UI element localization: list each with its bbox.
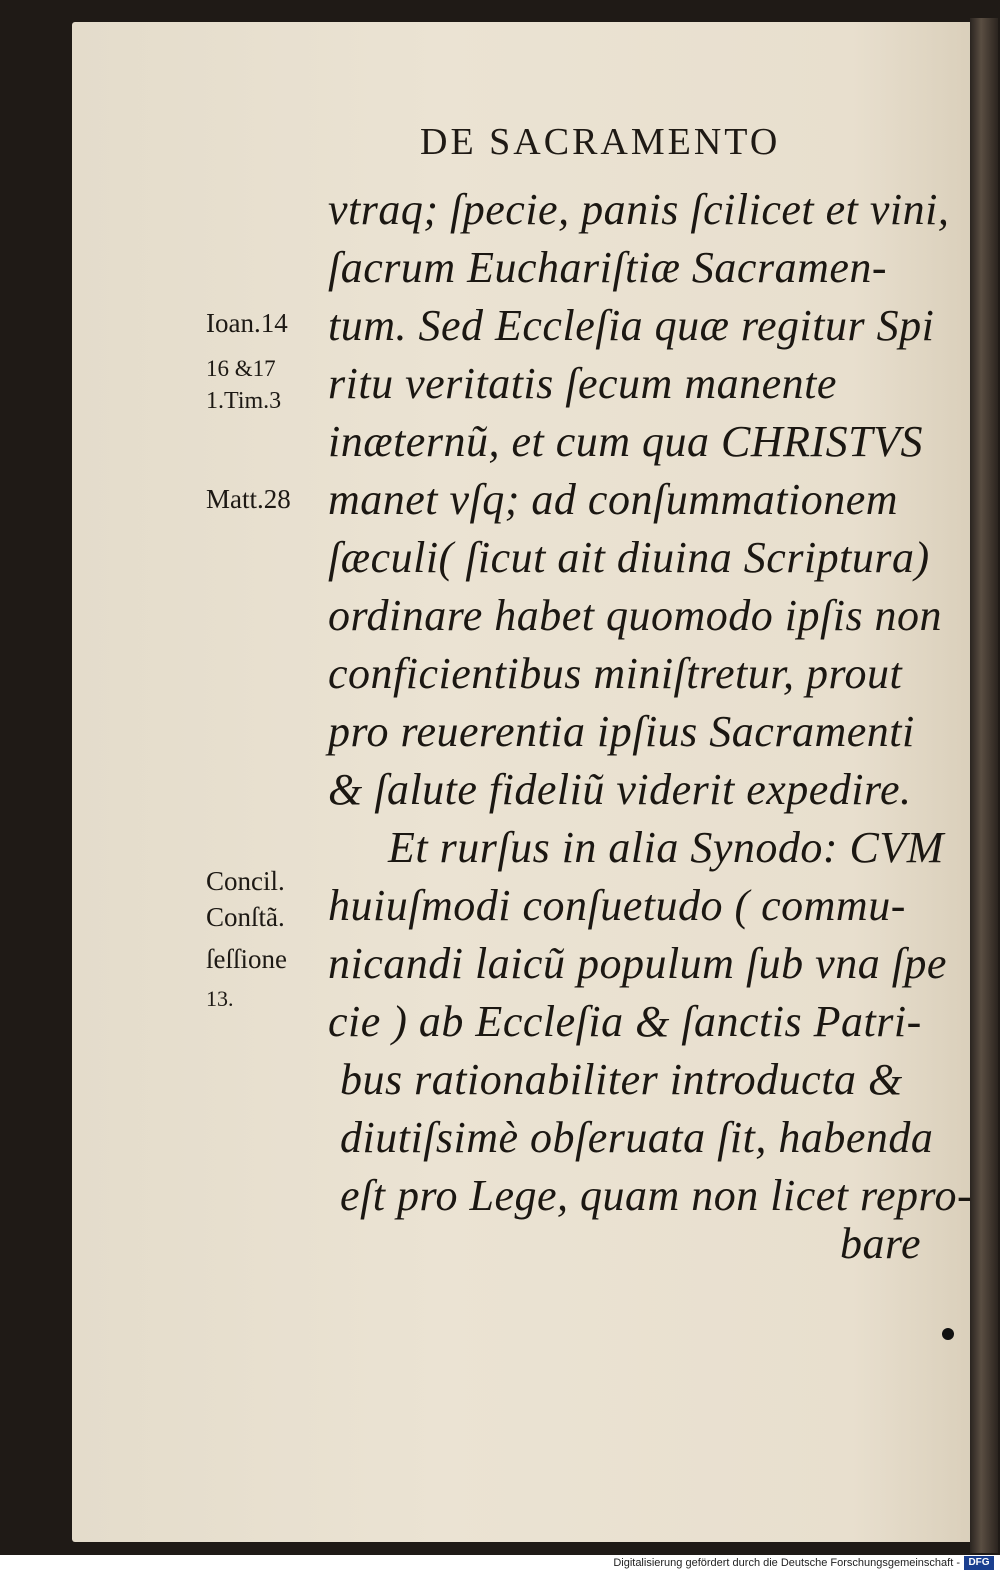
- text-line: Et rurſus in alia Synodo: CVM: [388, 823, 944, 872]
- text-line: ordinare habet quomodo ipſis non: [328, 591, 943, 640]
- margin-note: 13.: [206, 986, 234, 1011]
- margin-note: Matt.28: [206, 484, 291, 514]
- text-line: cie ) ab Eccleſia & ſanctis Patri-: [328, 997, 922, 1046]
- text-line: inæternũ, et cum qua CHRISTVS: [328, 417, 924, 466]
- text-line: ritu veritatis ſecum manente: [328, 359, 837, 408]
- text-line: ſæculi( ſicut ait diuina Scriptura): [328, 533, 930, 582]
- text-line: bus rationabiliter introducta &: [340, 1055, 903, 1104]
- catchword: bare: [840, 1219, 922, 1268]
- margin-note: 16 &17: [206, 356, 276, 381]
- digitization-credit: Digitalisierung gefördert durch die Deutsche Forschungsgemeinschaft -: [613, 1557, 960, 1569]
- margin-note: Ioan.14: [206, 308, 288, 338]
- margin-note: Conſtã.: [206, 902, 285, 932]
- dfg-logo: DFG: [964, 1556, 994, 1570]
- ink-spot: [942, 1328, 954, 1340]
- margin-note: Concil.: [206, 866, 285, 896]
- text-line: eſt pro Lege, quam non licet repro-: [340, 1171, 973, 1220]
- text-line: & ſalute fideliũ viderit expedire.: [328, 765, 912, 814]
- text-line: nicandi laicũ populum ſub vna ſpe: [328, 939, 947, 988]
- text-line: vtraq; ſpecie, panis ſcilicet et vini,: [328, 185, 950, 234]
- text-line: manet vſq; ad conſummationem: [328, 475, 898, 524]
- text-line: pro reuerentia ipſius Sacramenti: [328, 707, 915, 756]
- text-line: conficientibus miniſtretur, prout: [328, 649, 903, 698]
- text-line: diutiſsimè obſeruata ſit, habenda: [340, 1113, 934, 1162]
- page-gutter-edge: [970, 18, 998, 1553]
- text-line: ſacrum Euchariſtiæ Sacramen-: [328, 243, 888, 292]
- margin-note: 1.Tim.3: [206, 388, 282, 414]
- margin-note: ſeſſione: [206, 944, 287, 974]
- text-line: tum. Sed Eccleſia quæ regitur Spi: [328, 301, 935, 350]
- running-title: DE SACRAMENTO: [420, 121, 781, 163]
- text-line: huiuſmodi conſuetudo ( commu-: [328, 881, 906, 930]
